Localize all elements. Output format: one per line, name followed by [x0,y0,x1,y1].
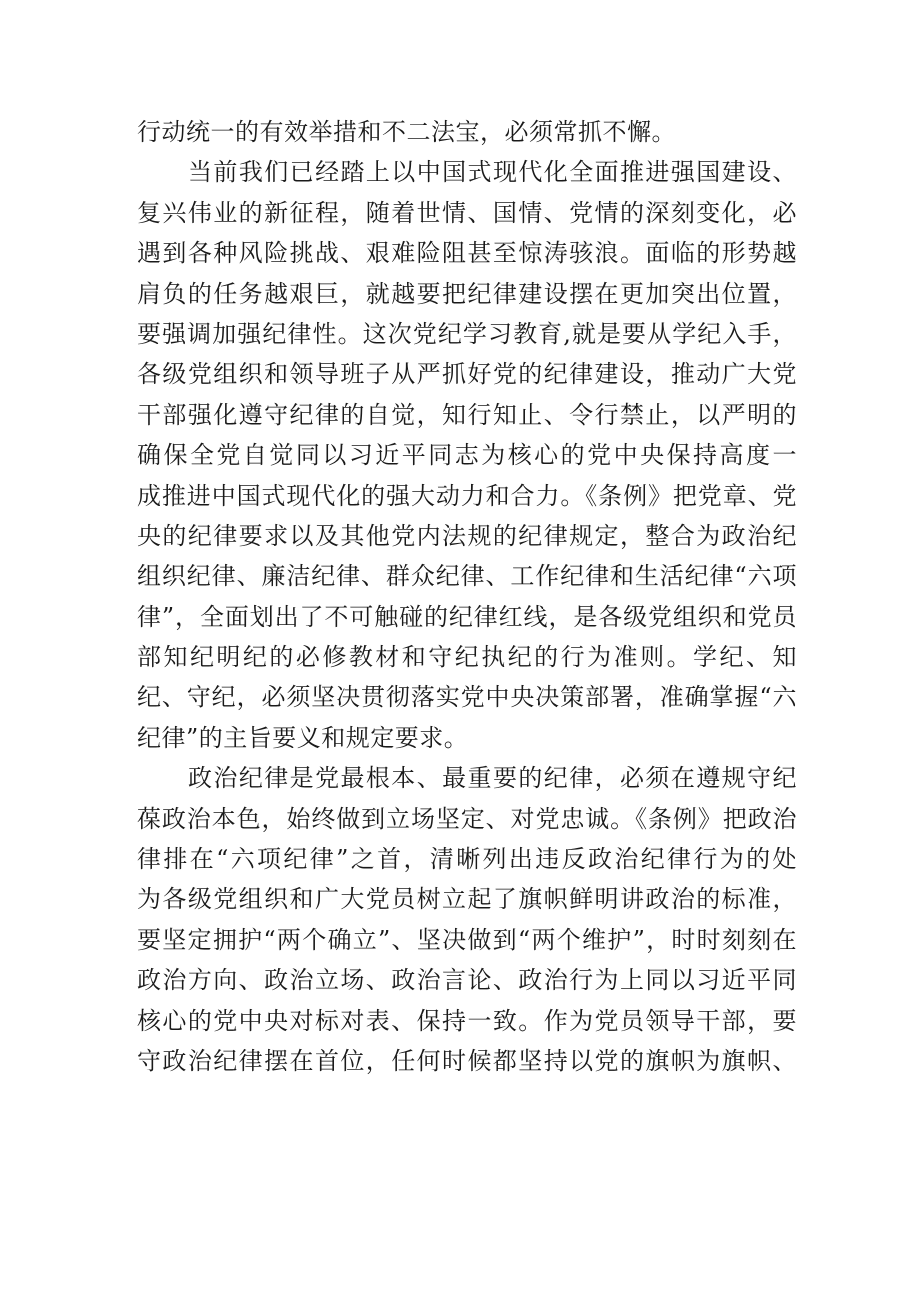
text-line: 核心的党中央对标对表、保持一致。作为党员领导干部，要 [137,1006,797,1035]
text-line: 葆政治本色，始终做到立场坚定、对党忠诚。《条例》把政治 [137,804,797,833]
text-line: 当前我们已经踏上以中国式现代化全面推进强国建设、 [188,158,797,187]
text-line: 律”，全面划出了不可触碰的纪律红线，是各级党组织和党员 [137,602,797,631]
text-line: 行动统一的有效举措和不二法宝，必须常抓不懈。 [137,118,676,146]
text-line: 政治纪律是党最根本、最重要的纪律，必须在遵规守纪 [188,764,797,793]
text-line: 复兴伟业的新征程，随着世情、国情、党情的深刻变化，必 [137,198,797,227]
text-line: 部知纪明纪的必修教材和守纪执纪的行为准则。学纪、知 [137,643,797,672]
text-line: 遇到各种风险挑战、艰难险阻甚至惊涛骇浪。面临的形势越 [137,239,797,268]
text-line: 纪律”的主旨要义和规定要求。 [137,723,469,752]
text-line: 各级党组织和领导班子从严抓好党的纪律建设，推动广大党 [137,360,797,389]
text-line: 干部强化遵守纪律的自觉，知行知止、令行禁止，以严明的 [137,400,797,429]
text-line: 纪、守纪，必须坚决贯彻落实党中央决策部署，准确掌握“六 [137,683,797,712]
text-line: 律排在“六项纪律”之首，清晰列出违反政治纪律行为的处 [137,845,797,874]
body-text [137,112,797,1081]
text-line: 组织纪律、廉洁纪律、群众纪律、工作纪律和生活纪律“六项 [137,562,797,591]
text-line: 守政治纪律摆在首位，任何时候都坚持以党的旗帜为旗帜、 [137,1046,797,1075]
text-line: 政治方向、政治立场、政治言论、政治行为上同以习近平同 [137,966,797,995]
text-line: 要强调加强纪律性。这次党纪学习教育,就是要从学纪入手， [137,319,797,348]
text-line: 要坚定拥护“两个确立”、坚决做到“两个维护”，时时刻刻在 [137,925,797,954]
text-line: 肩负的任务越艰巨，就越要把纪律建设摆在更加突出位置， [137,279,797,308]
text-line: 确保全党自觉同以习近平同志为核心的党中央保持高度一 [137,441,797,470]
text-line: 成推进中国式现代化的强大动力和合力。《条例》把党章、党 [137,481,797,510]
text-line: 央的纪律要求以及其他党内法规的纪律规定，整合为政治纪 [137,521,797,550]
text-line: 为各级党组织和广大党员树立起了旗帜鲜明讲政治的标准， [137,885,797,914]
